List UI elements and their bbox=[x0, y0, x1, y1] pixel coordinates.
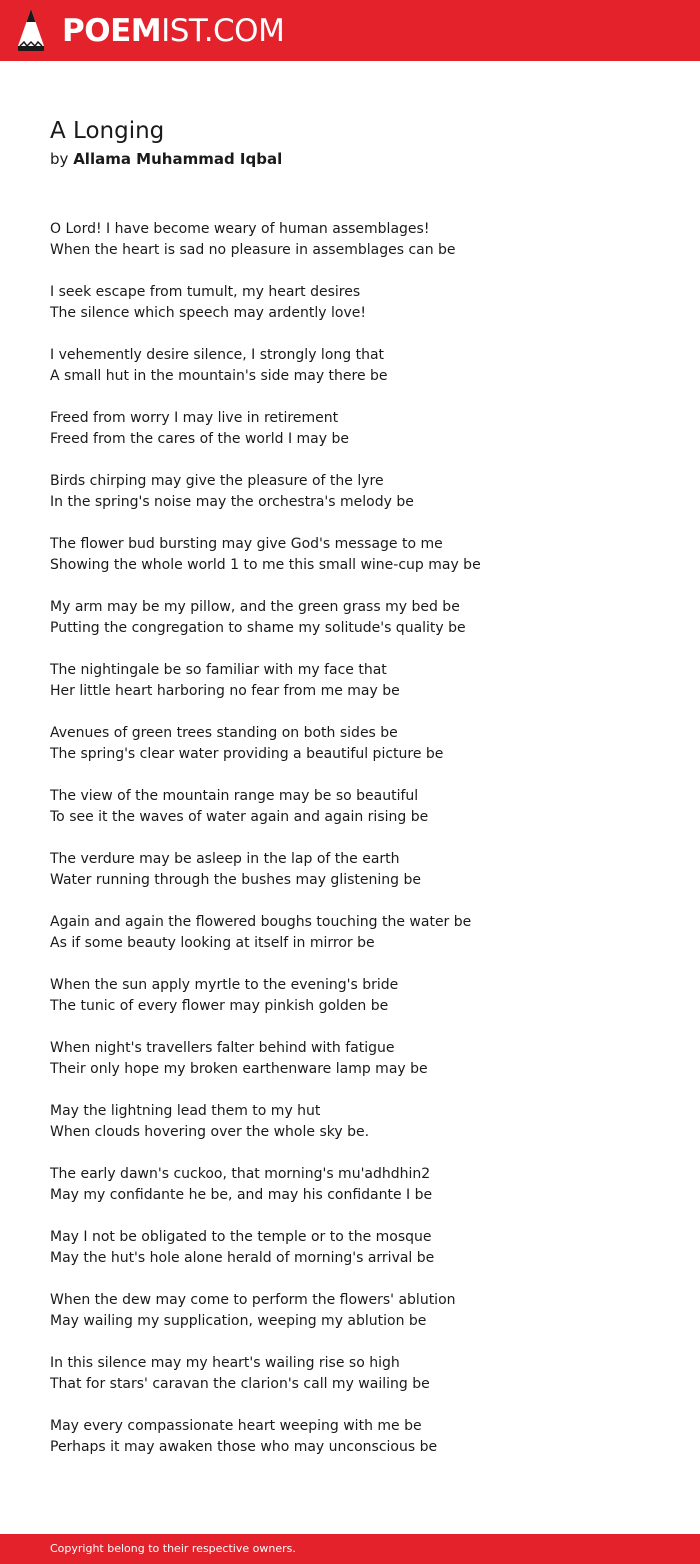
poem-line: May the hut's hole alone herald of morning's arrival be bbox=[50, 1250, 435, 1266]
poem-body bbox=[50, 219, 670, 1479]
poem-line: Showing the whole world 1 to me this small wine-cup may be bbox=[50, 557, 481, 573]
author-name: Allama Muhammad Iqbal bbox=[73, 150, 283, 168]
poem-line: O Lord! I have become weary of human assemblages! bbox=[50, 221, 430, 237]
poem-stanza bbox=[50, 1353, 670, 1416]
poem-line: When the sun apply myrtle to the evening's bride bbox=[50, 977, 399, 993]
poem-line: The silence which speech may ardently love! bbox=[50, 305, 366, 321]
poem-stanza bbox=[50, 1101, 670, 1164]
logo-bold-text: POEM bbox=[62, 13, 162, 49]
by-label: by bbox=[50, 150, 69, 168]
poem-stanza bbox=[50, 723, 670, 786]
poem-stanza bbox=[50, 1416, 670, 1479]
poem-line: Their only hope my broken earthenware lamp may be bbox=[50, 1061, 428, 1077]
poem-line: The nightingale be so familiar with my face that bbox=[50, 662, 387, 678]
site-logo-link[interactable] bbox=[62, 11, 284, 51]
poem-stanza bbox=[50, 534, 670, 597]
poem-line: Putting the congregation to shame my solitude's quality be bbox=[50, 620, 466, 636]
poem-stanza bbox=[50, 597, 670, 660]
poem-line: May every compassionate heart weeping with me be bbox=[50, 1418, 422, 1434]
poem-line: Water running through the bushes may glistening be bbox=[50, 872, 421, 888]
poem-stanza bbox=[50, 1038, 670, 1101]
poem-stanza bbox=[50, 345, 670, 408]
poem-line: May I not be obligated to the temple or to the mosque bbox=[50, 1229, 432, 1245]
poem-stanza bbox=[50, 912, 670, 975]
poem-line: May the lightning lead them to my hut bbox=[50, 1103, 321, 1119]
poem-stanza bbox=[50, 786, 670, 849]
poem-line: Freed from worry I may live in retirement bbox=[50, 410, 339, 426]
pencil-icon[interactable] bbox=[17, 8, 45, 52]
poem-line: To see it the waves of water again and again rising be bbox=[50, 809, 429, 825]
poem-line: May my confidante he be, and may his confidante I be bbox=[50, 1187, 433, 1203]
poem-line: When night's travellers falter behind with fatigue bbox=[50, 1040, 395, 1056]
poem-line: That for stars' caravan the clarion's call my wailing be bbox=[50, 1376, 430, 1392]
poem-line: The spring's clear water providing a beautiful picture be bbox=[50, 746, 444, 762]
poem-line: Avenues of green trees standing on both sides be bbox=[50, 725, 398, 741]
byline bbox=[50, 149, 282, 169]
copyright-notice: Copyright belong to their respective owners. bbox=[50, 1542, 296, 1555]
poem-stanza bbox=[50, 1290, 670, 1353]
poem-stanza bbox=[50, 1227, 670, 1290]
poem-stanza bbox=[50, 219, 670, 282]
poem-line: Freed from the cares of the world I may be bbox=[50, 431, 349, 447]
poem-title: A Longing bbox=[50, 118, 165, 144]
poem-line: In the spring's noise may the orchestra's melody be bbox=[50, 494, 414, 510]
poem-line: The verdure may be asleep in the lap of the earth bbox=[50, 851, 400, 867]
poem-line: When the dew may come to perform the flowers' ablution bbox=[50, 1292, 456, 1308]
poem-stanza bbox=[50, 975, 670, 1038]
poem-line: The early dawn's cuckoo, that morning's mu'adhdhin2 bbox=[50, 1166, 431, 1182]
poem-line: The tunic of every flower may pinkish golden be bbox=[50, 998, 389, 1014]
poem-line: The view of the mountain range may be so beautiful bbox=[50, 788, 419, 804]
poem-stanza bbox=[50, 849, 670, 912]
poem-stanza bbox=[50, 408, 670, 471]
poem-line: Perhaps it may awaken those who may unconscious be bbox=[50, 1439, 438, 1455]
poem-line: When the heart is sad no pleasure in assemblages can be bbox=[50, 242, 456, 258]
poem-line: Birds chirping may give the pleasure of the lyre bbox=[50, 473, 384, 489]
poem-line: When clouds hovering over the whole sky be. bbox=[50, 1124, 370, 1140]
poem-line: The flower bud bursting may give God's message to me bbox=[50, 536, 443, 552]
site-footer bbox=[0, 1534, 700, 1564]
poem-line: I vehemently desire silence, I strongly long that bbox=[50, 347, 385, 363]
poem-line: Her little heart harboring no fear from me may be bbox=[50, 683, 400, 699]
site-header bbox=[0, 0, 700, 61]
poem-stanza bbox=[50, 471, 670, 534]
poem-line: May wailing my supplication, weeping my ablution be bbox=[50, 1313, 427, 1329]
poem-line: I seek escape from tumult, my heart desires bbox=[50, 284, 361, 300]
poem-line: In this silence may my heart's wailing rise so high bbox=[50, 1355, 400, 1371]
poem-stanza bbox=[50, 282, 670, 345]
poem-line: My arm may be my pillow, and the green grass my bed be bbox=[50, 599, 460, 615]
poem-line: Again and again the flowered boughs touching the water be bbox=[50, 914, 472, 930]
poem-stanza bbox=[50, 1164, 670, 1227]
logo-light-text: IST.COM bbox=[161, 13, 285, 49]
poem-line: As if some beauty looking at itself in mirror be bbox=[50, 935, 375, 951]
poem-line: A small hut in the mountain's side may there be bbox=[50, 368, 388, 384]
poem-stanza bbox=[50, 660, 670, 723]
